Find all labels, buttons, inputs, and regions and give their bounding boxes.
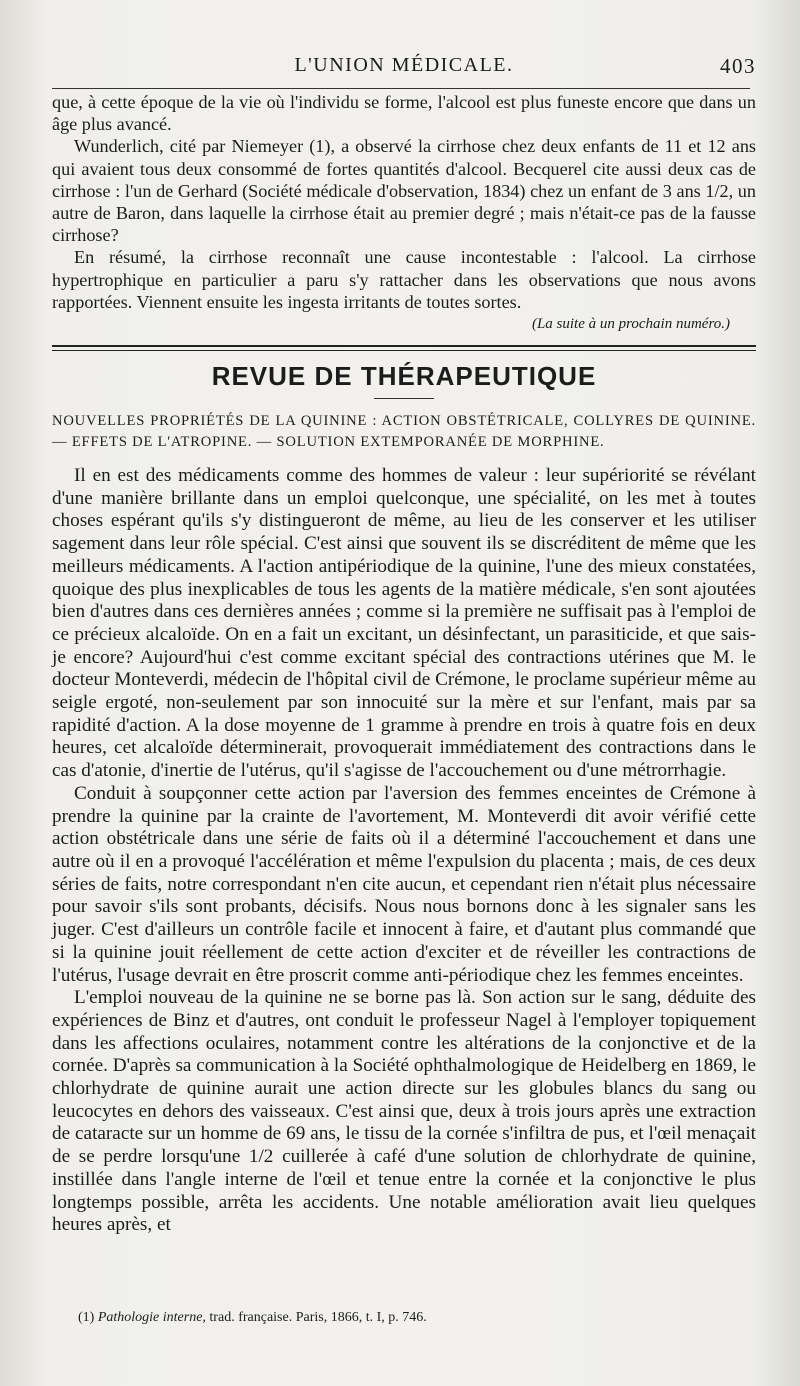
previous-article [52,91,756,335]
section-title: REVUE DE THÉRAPEUTIQUE [211,361,597,392]
header-rule [52,88,750,89]
paragraph: que, à cette époque de la vie où l'individu se forme, l'alcool est plus funeste encore que dans un âge plus avancé. [52,92,756,135]
continuation-note: (La suite à un prochain numéro.) [531,316,730,333]
running-header [52,48,756,88]
journal-title: L'UNION MÉDICALE. [294,54,514,76]
footnote-details: trad. française. Paris, 1866, t. I, p. 746. [209,1310,427,1325]
page-number: 403 [720,54,756,78]
footnote [52,1310,756,1326]
article-body [52,465,756,1237]
paragraph: Il en est des médicaments comme des hommes de valeur : leur supériorité se révélant d'une manière brillante dans un emploi quelconque, une spécialité, on les met à toutes choses espérant qu'ils s'y distingueront de même, au lieu de les conserver et les utiliser sagement dans leur rôle spécial. C'est ainsi que souvent ils se discréditent de même que les meilleurs médicaments. A l'action antipériodique de la quinine, l'une des mieux constatées, quoique des plus inexplicables de tous les agents de la matière médicale, s'en sont ajoutées bien d'autres dans ces dernières années ; comme si la première ne suffisait pas à l'emploi de ce précieux alcaloïde. On en a fait un excitant, un désinfectant, un parasiticide, et que sais-je encore? Aujourd'hui c'est comme excitant spécial des contractions utérines que M. le docteur Monteverdi, médecin de l'hôpital civil de Crémone, le proclame supérieur même au seigle ergoté, non-seulement par son innocuité sur la mère et sur l'enfant, mais par sa rapidité d'action. A la dose moyenne de 1 gramme à prendre en trois à quatre fois en deux heures, cet alcaloïde déterminerait, provoquerait immédiatement des contractions dans le cas d'atonie, d'inertie de l'utérus, qu'il s'agisse de l'accouchement ou d'une métrorrhagie. [52,465,756,782]
paragraph: L'emploi nouveau de la quinine ne se borne pas là. Son action sur le sang, déduite des expériences de Binz et d'autres, ont conduit le professeur Nagel à l'employer topiquement dans les affections oculaires, notamment contre les altérations de la conjonctive et de la cornée. D'après sa communication à la Société ophthalmologique de Heidelberg en 1869, le chlorhydrate de quinine aurait une action directe sur les globules blancs du sang ou leucocytes en dehors des vaisseaux. C'est ainsi que, deux à trois jours après une extraction de cataracte sur un homme de 69 ans, le tissu de la cornée s'infiltra de pus, et l'œil menaçait de se perdre lorsqu'une 1/2 cuillerée à café d'une solution de chlorhydrate de quinine, instillée dans l'angle interne de l'œil et tenue entre la cornée et la conjonctive le plus longtemps possible, arrêta les accidents. Une notable amélioration avait lieu quelques heures après, et [52,987,756,1236]
title-rule [374,398,434,399]
footnote-work: Pathologie interne, [97,1310,206,1325]
paragraph: Wunderlich, cité par Niemeyer (1), a observé la cirrhose chez deux enfants de 11 et 12 ans qui avaient tous deux consommé de fortes quantités d'alcool. Becquerel cite aussi deux cas de cirrhose : l'un de Gerhard (Société médicale d'observation, 1834) chez un enfant de 3 ans 1/2, un autre de Baron, dans laquelle la cirrhose était au premier degré ; mais n'était-ce pas de la fausse cirrhose? [52,136,756,246]
section-subtitle: NOUVELLES PROPRIÉTÉS DE LA QUININE : ACTION OBSTÉTRICALE, COLLYRES DE QUININE. — EFFETS DE L'ATROPINE. — SOLUTION EXTEMPORANÉE DE MORPHINE. [52,413,756,451]
paragraph: En résumé, la cirrhose reconnaît une cause incontestable : l'alcool. La cirrhose hypertrophique en particulier a paru s'y rattacher dans les observations que nous avons rapportées. Viennent ensuite les ingesta irritants de toutes sortes. [52,247,756,312]
section-divider [52,345,756,351]
footnote-area [52,1310,756,1326]
paragraph: Conduit à soupçonner cette action par l'aversion des femmes enceintes de Crémone à prendre la quinine par la crainte de l'avortement, M. Monteverdi dit avoir vérifié cette action obstétricale dans une série de faits où il a déterminé l'accouchement et dans une autre où il en a provoqué l'accélération et même l'expulsion du placenta ; mais, de ces deux séries de faits, notre correspondant n'en cite aucun, et cependant rien n'était plus nécessaire pour savoir s'ils sont probants, décisifs. Nous nous bornons donc à les signaler sans les juger. C'est d'ailleurs un contrôle facile et innocent à faire, et d'autant plus commandé que si la quinine jouit réellement de cette action d'exciter et de réveiller les contractions de l'utérus, l'usage devrait en être proscrit comme anti-périodique chez les femmes enceintes. [52,782,756,986]
footnote-marker: (1) [78,1310,95,1325]
